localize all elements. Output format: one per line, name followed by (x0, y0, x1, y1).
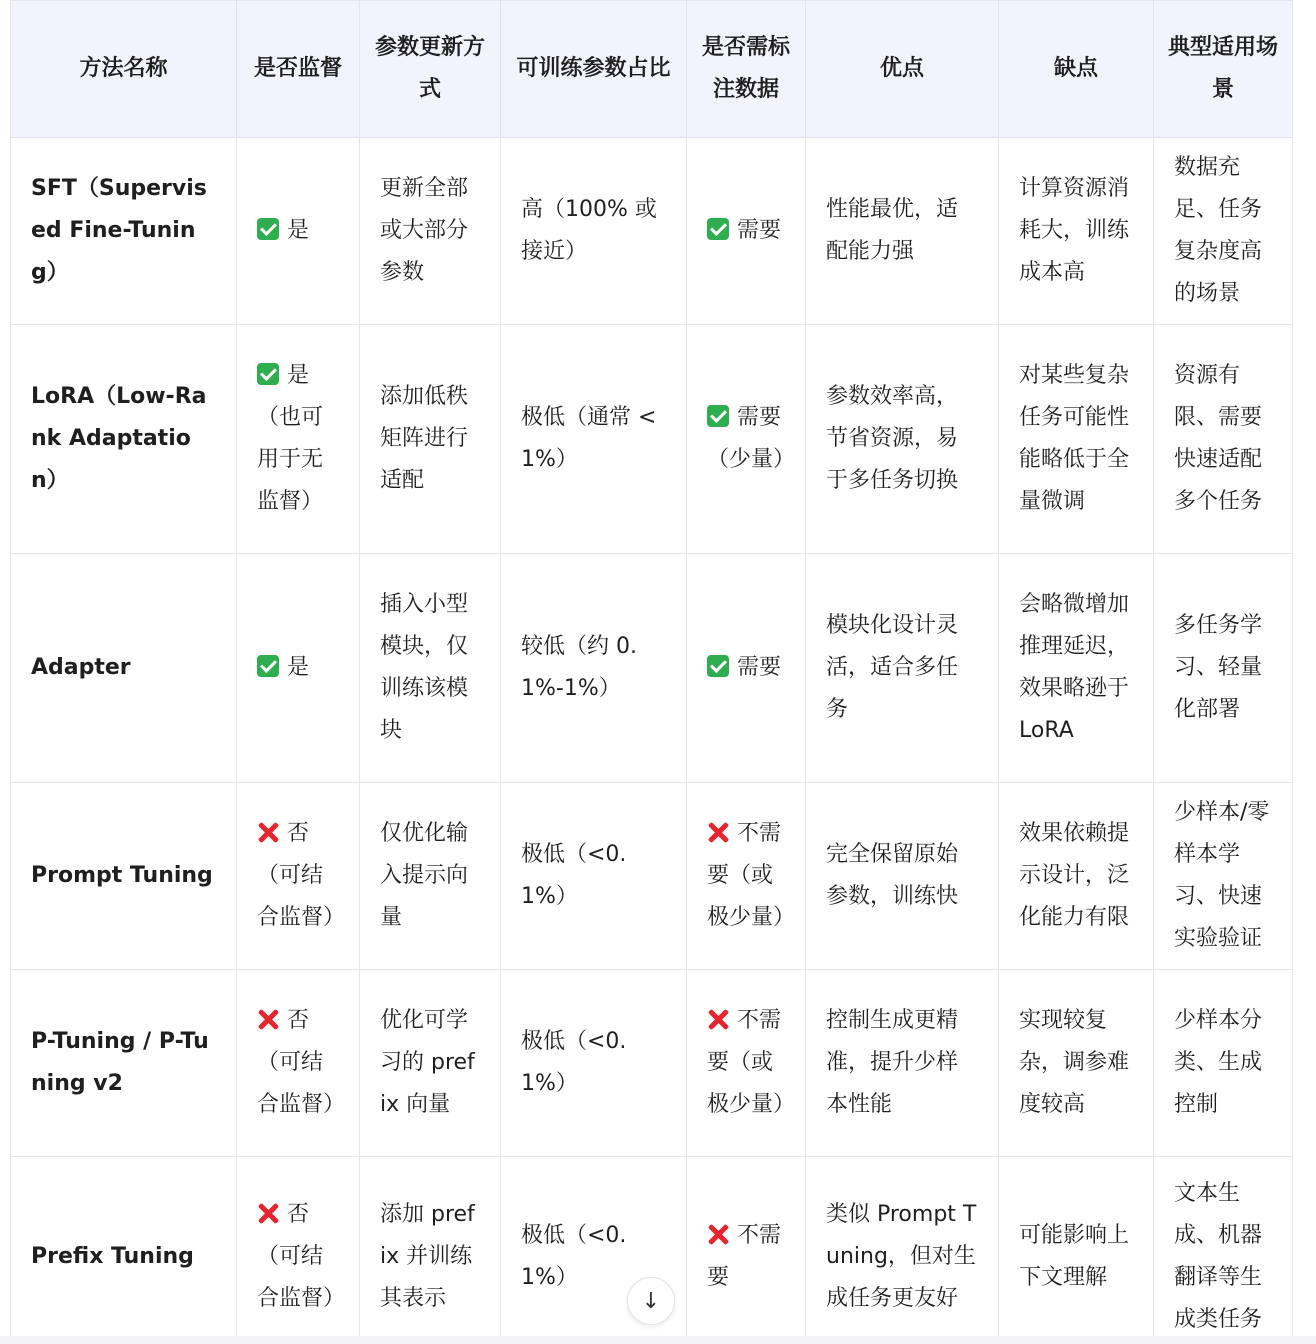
update-method: 更新全部或大部分参数 (360, 138, 501, 325)
update-method: 仅优化输入提示向量 (360, 783, 501, 970)
scenarios: 数据充足、任务复杂度高的场景 (1154, 138, 1293, 325)
table-row (11, 783, 1293, 970)
header-cons: 缺点 (999, 1, 1154, 138)
supervised-text: 否（可结合监督） (257, 1008, 346, 1117)
table-row (11, 138, 1293, 325)
labeled-data-text: 不需要（或极少量） (707, 1008, 796, 1117)
trainable-ratio: 极低（<0.1%） (501, 1157, 687, 1344)
cons: 计算资源消耗大，训练成本高 (999, 138, 1154, 325)
supervised-cell (237, 783, 360, 970)
labeled-data-text: 不需要（或极少量） (707, 821, 796, 930)
update-method: 插入小型模块，仅训练该模块 (360, 554, 501, 783)
cons: 实现较复杂，调参难度较高 (999, 970, 1154, 1157)
table-row (11, 554, 1293, 783)
scenarios: 多任务学习、轻量化部署 (1154, 554, 1293, 783)
check-icon (257, 363, 279, 385)
labeled-data-cell (687, 1157, 806, 1344)
labeled-data-text: 需要 (737, 218, 782, 243)
supervised-cell (237, 325, 360, 554)
pros: 完全保留原始参数，训练快 (806, 783, 999, 970)
pros: 性能最优，适配能力强 (806, 138, 999, 325)
supervised-cell (237, 554, 360, 783)
trainable-ratio: 较低（约 0.1%-1%） (501, 554, 687, 783)
method-name: Adapter (11, 554, 237, 783)
trainable-ratio: 极低（通常 <1%） (501, 325, 687, 554)
header-update-method: 参数更新方式 (360, 1, 501, 138)
update-method: 添加 prefix 并训练其表示 (360, 1157, 501, 1344)
pros: 类似 Prompt Tuning，但对生成任务更友好 (806, 1157, 999, 1344)
cross-icon (707, 1008, 729, 1030)
header-method-name: 方法名称 (11, 1, 237, 138)
header-scenarios: 典型适用场景 (1154, 1, 1293, 138)
cross-icon (257, 1008, 279, 1030)
check-icon (257, 655, 279, 677)
cross-icon (257, 1202, 279, 1224)
header-pros: 优点 (806, 1, 999, 138)
labeled-data-text: 需要（少量） (707, 405, 796, 472)
header-supervised: 是否监督 (237, 1, 360, 138)
pros: 模块化设计灵活，适合多任务 (806, 554, 999, 783)
arrow-down-icon: ↓ (641, 1288, 661, 1314)
trainable-ratio: 极低（<0.1%） (501, 783, 687, 970)
labeled-data-cell (687, 783, 806, 970)
check-icon (707, 655, 729, 677)
cross-icon (707, 821, 729, 843)
comparison-table (10, 0, 1293, 1344)
method-name: Prompt Tuning (11, 783, 237, 970)
cons: 会略微增加推理延迟，效果略逊于 LoRA (999, 554, 1154, 783)
supervised-text: 是 (287, 218, 310, 243)
method-name: SFT（Supervised Fine-Tuning） (11, 138, 237, 325)
cross-icon (257, 821, 279, 843)
trainable-ratio: 极低（<0.1%） (501, 970, 687, 1157)
scenarios: 少样本/零样本学习、快速实验验证 (1154, 783, 1293, 970)
update-method: 添加低秩矩阵进行适配 (360, 325, 501, 554)
cons: 可能影响上下文理解 (999, 1157, 1154, 1344)
labeled-data-text: 不需要 (707, 1223, 782, 1290)
pros: 参数效率高，节省资源，易于多任务切换 (806, 325, 999, 554)
table-header-row (11, 1, 1293, 138)
method-name: P-Tuning / P-Tuning v2 (11, 970, 237, 1157)
supervised-text: 否（可结合监督） (257, 821, 346, 930)
supervised-cell (237, 138, 360, 325)
table-row (11, 970, 1293, 1157)
update-method: 优化可学习的 prefix 向量 (360, 970, 501, 1157)
scenarios: 文本生成、机器翻译等生成类任务 (1154, 1157, 1293, 1344)
labeled-data-cell (687, 325, 806, 554)
supervised-text: 否（可结合监督） (257, 1202, 346, 1311)
scenarios: 少样本分类、生成控制 (1154, 970, 1293, 1157)
labeled-data-text: 需要 (737, 655, 782, 680)
bottom-divider (0, 1336, 1316, 1344)
check-icon (707, 405, 729, 427)
labeled-data-cell (687, 554, 806, 783)
cross-icon (707, 1223, 729, 1245)
check-icon (257, 218, 279, 240)
supervised-text: 是（也可用于无监督） (257, 363, 324, 514)
scroll-down-button[interactable] (627, 1277, 675, 1325)
check-icon (707, 218, 729, 240)
labeled-data-cell (687, 970, 806, 1157)
method-name: Prefix Tuning (11, 1157, 237, 1344)
cons: 对某些复杂任务可能性能略低于全量微调 (999, 325, 1154, 554)
trainable-ratio: 高（100% 或接近） (501, 138, 687, 325)
labeled-data-cell (687, 138, 806, 325)
scenarios: 资源有限、需要快速适配多个任务 (1154, 325, 1293, 554)
supervised-cell (237, 970, 360, 1157)
supervised-cell (237, 1157, 360, 1344)
header-trainable-ratio: 可训练参数占比 (501, 1, 687, 138)
supervised-text: 是 (287, 655, 310, 680)
cons: 效果依赖提示设计，泛化能力有限 (999, 783, 1154, 970)
method-name: LoRA（Low-Rank Adaptation） (11, 325, 237, 554)
pros: 控制生成更精准，提升少样本性能 (806, 970, 999, 1157)
header-labeled-data: 是否需标注数据 (687, 1, 806, 138)
table-row (11, 325, 1293, 554)
